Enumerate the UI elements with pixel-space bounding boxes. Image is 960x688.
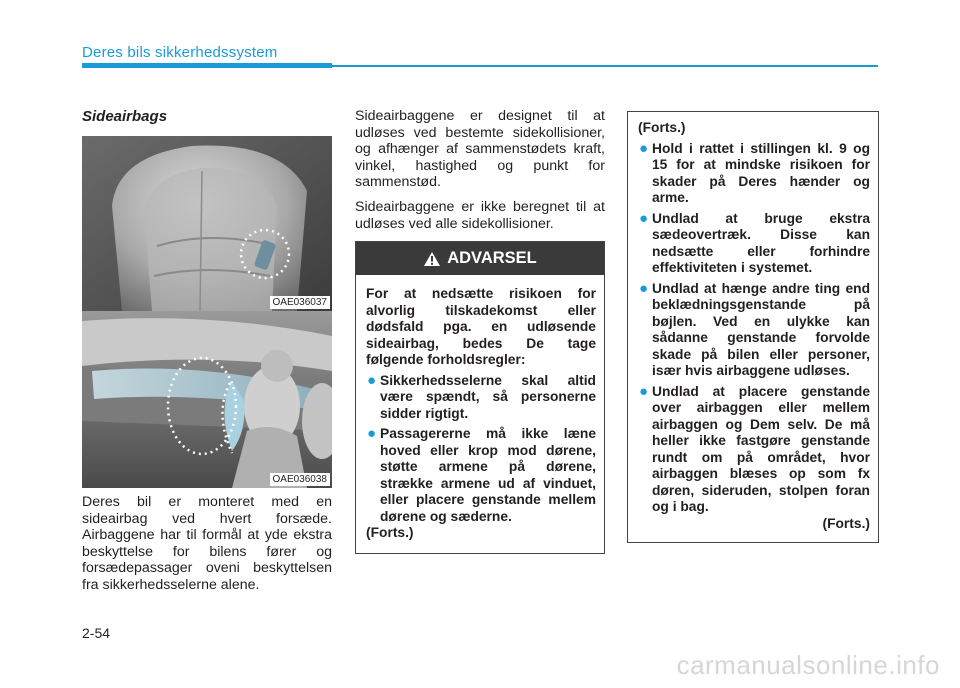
warning-header-label: ADVARSEL	[447, 249, 537, 267]
cabin-illustration	[82, 311, 332, 488]
bullet-dot-icon: ●	[639, 209, 649, 227]
warning-header	[356, 242, 604, 275]
left-body-text: Deres bil er monteret med en sideairbag ved hvert forsæde. Airbaggene har til formål at yde ekstra beskyttelse for bilens fører og forsædepassager oveni beskyttelsen fra sikkerhedsselerne alene.	[82, 494, 332, 593]
warning-triangle-icon	[423, 251, 441, 267]
bullet-dot-icon: ●	[367, 371, 377, 389]
continuation-bullet	[638, 211, 870, 277]
warning-content	[366, 286, 596, 542]
warning-intro: For at nedsætte risikoen for alvorlig tilskadekomst eller dødsfald pga. en udløsende sideairbag, bedes De tage følgende forholdsregler:	[366, 286, 596, 367]
continuation-title: (Forts.)	[638, 120, 686, 135]
warning-bullet	[366, 426, 596, 525]
continuation-bullet-text: Undlad at bruge ekstra sædeovertræk. Disse kan nedsætte eller forhindre effektiviteten i systemet.	[652, 210, 870, 275]
cabin-airbag-image	[82, 311, 332, 488]
page-number: 2-54	[82, 625, 111, 641]
continuation-bullet	[638, 141, 870, 207]
warning-continued: (Forts.)	[366, 525, 414, 540]
bullet-dot-icon: ●	[639, 279, 649, 297]
warning-bullet-text: Passagererne må ikke læne hoved eller krop mod dørene, støtte armene på dørene, strække armene ud af vinduet, eller placere genstande mellem dørene og sæderne.	[380, 426, 596, 524]
watermark: carmanualsonline.info	[676, 650, 940, 680]
warning-bullet-text: Sikkerhedsselerne skal altid være spændt, så personerne sidder rigtigt.	[380, 372, 596, 421]
figure-code-cabin: OAE036038	[270, 473, 331, 486]
continuation-bullet-text: Undlad at placere genstande over airbaggen eller mellem airbaggen og Dem selv. De må heller ikke fastgøre genstande rundt om på området, hvor airbaggen blæses op som fx døren, sideruden, stolpen foran og i bag.	[652, 383, 870, 514]
continuation-content	[638, 120, 870, 532]
continuation-continued: (Forts.)	[822, 515, 870, 531]
bullet-dot-icon: ●	[639, 139, 649, 157]
bullet-dot-icon: ●	[639, 382, 649, 400]
continuation-bullet	[638, 384, 870, 516]
header-rule-thick	[82, 63, 332, 68]
header-title: Deres bils sikkerhedssystem	[82, 44, 278, 61]
middle-body-text-1: Sideairbaggene er designet til at udløses ved bestemte sidekollisioner, og afhænger af sammenstødets kraft, vinkel, hastighed og punkt for sammenstød.	[355, 108, 605, 191]
figure-code-seat: OAE036037	[270, 296, 331, 309]
warning-bullet	[366, 373, 596, 423]
header-rule-thin	[332, 65, 878, 67]
continuation-bullet-text: Hold i rattet i stillingen kl. 9 og 15 for at mindske risikoen for skader på Deres hænder og arme.	[652, 140, 870, 205]
continuation-bullet	[638, 281, 870, 380]
warning-box	[355, 241, 605, 554]
section-title: Sideairbags	[82, 108, 168, 125]
middle-body-text-2: Sideairbaggene er ikke beregnet til at udløses ved alle sidekollisioner.	[355, 199, 605, 232]
seat-airbag-image	[82, 136, 332, 311]
continuation-box	[627, 111, 879, 543]
continuation-bullet-text: Undlad at hænge andre ting end beklædningsgenstande på bøjlen. Ved en ulykke kan sådanne genstande forvolde skade på bilen eller personer, især hvis airbaggene udløses.	[652, 280, 870, 378]
seat-illustration	[82, 136, 332, 311]
bullet-dot-icon: ●	[367, 425, 377, 442]
